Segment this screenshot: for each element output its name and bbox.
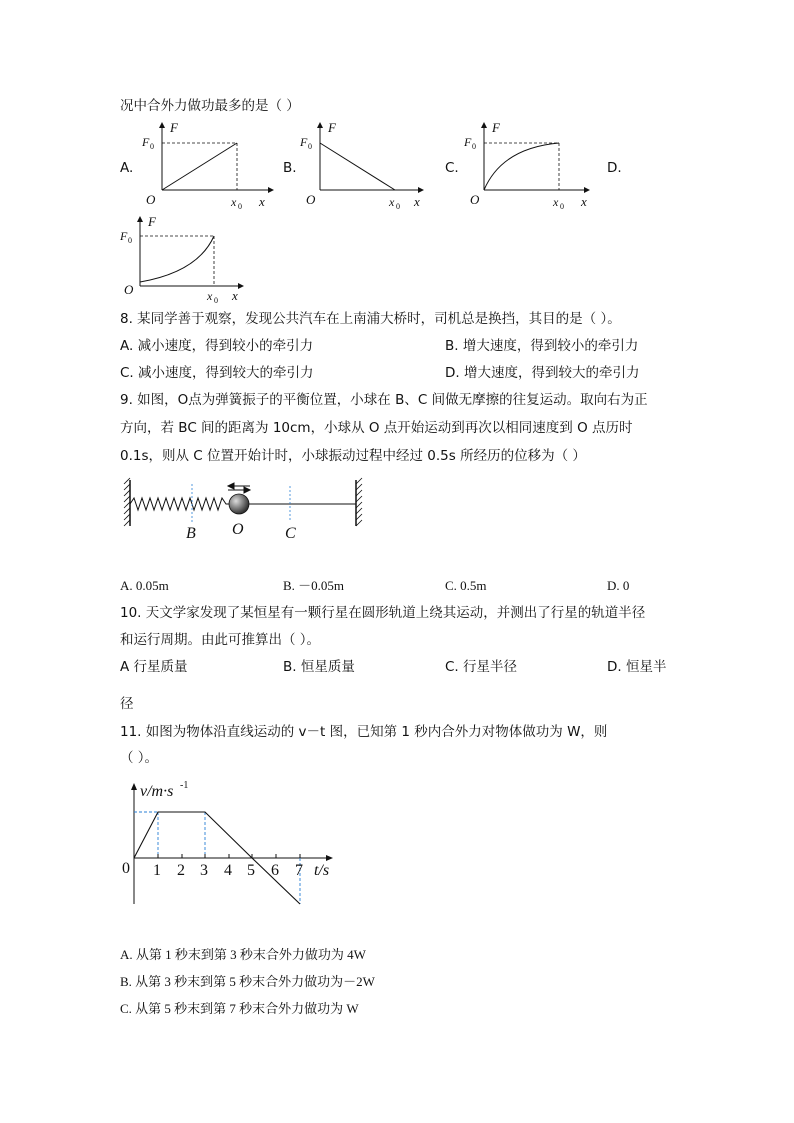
q7-graph-b	[298, 120, 433, 210]
svg-text:O: O	[306, 192, 316, 207]
tick-1: 1	[153, 862, 161, 879]
q11-option-b: B. 从第 3 秒末到第 5 秒末合外力做功为－2W	[120, 974, 375, 989]
svg-text:F: F	[464, 135, 472, 149]
q10-option-a: A 行星质量	[120, 659, 188, 675]
svg-text:x: x	[231, 195, 237, 209]
axis-f-label: F	[170, 120, 178, 135]
q9-option-b: B. －0.05m	[283, 578, 345, 593]
q7-graph-a	[140, 120, 275, 210]
curve-linear-up	[162, 143, 237, 190]
svg-text:F: F	[300, 135, 308, 149]
svg-text:F: F	[120, 229, 128, 243]
tick-4: 4	[224, 862, 232, 879]
q11-stem-line2: （ ）。	[120, 750, 159, 766]
svg-text:x: x	[581, 194, 587, 209]
tick-5: 5	[247, 862, 255, 879]
q9-stem-line1: 9. 如图，O点为弹簧振子的平衡位置，小球在 B、C 间做无摩擦的往复运动。取向右为正	[120, 392, 648, 408]
tick-6: 6	[271, 862, 279, 879]
q10-option-d-wrap: 径	[120, 696, 134, 712]
q7-option-b-label: B.	[283, 160, 297, 176]
q11-option-a: A. 从第 1 秒末到第 3 秒末合外力做功为 4W	[120, 947, 366, 962]
tick-3: 3	[200, 862, 208, 879]
spring	[130, 498, 230, 510]
motion-arrows	[228, 483, 250, 493]
q11-option-c: C. 从第 5 秒末到第 7 秒末合外力做功为 W	[120, 1001, 359, 1016]
svg-text:F: F	[492, 120, 500, 135]
q9-option-d: D. 0	[607, 578, 630, 593]
curve-concave-up	[140, 236, 214, 282]
q8-option-c: C. 减小速度，得到较大的牵引力	[120, 365, 314, 381]
q8-option-a: A. 减小速度，得到较小的牵引力	[120, 338, 314, 354]
q9-stem-line2: 方向，若 BC 间的距离为 10cm，小球从 O 点开始运动到再次以相同速度到 O 点历时	[120, 420, 633, 436]
svg-text:F: F	[148, 214, 156, 229]
label-b: B	[186, 525, 196, 542]
origin-label: O	[146, 192, 156, 207]
q11-stem-line1: 11. 如图为物体沿直线运动的 v－t 图，已知第 1 秒内合外力对物体做功为 W，则	[120, 724, 608, 740]
q7-option-d-label: D.	[607, 160, 622, 176]
q10-option-b: B. 恒星质量	[283, 659, 355, 675]
svg-text:0: 0	[396, 202, 400, 211]
q9-option-a: A. 0.05m	[120, 578, 169, 593]
q10-stem-line1: 10. 天文学家发现了某恒星有一颗行星在圆形轨道上绕其运动，并测出了行星的轨道半径	[120, 605, 646, 621]
q9-stem-line3: 0.1s，则从 C 位置开始计时，小球振动过程中经过 0.5s 所经历的位移为（ ）	[120, 448, 586, 464]
svg-text:0: 0	[308, 142, 312, 151]
q8-stem: 8. 某同学善于观察，发现公共汽车在上南浦大桥时，司机总是换挡，其目的是（ ）。	[120, 311, 621, 327]
q7-option-a-label: A.	[120, 160, 134, 176]
origin-label: 0	[122, 860, 130, 877]
label-o: O	[232, 521, 244, 538]
curve-linear-down	[320, 143, 395, 190]
curve-concave-down	[484, 143, 559, 190]
q7-graph-d	[118, 212, 253, 305]
svg-text:0: 0	[560, 202, 564, 211]
svg-text:x: x	[414, 194, 420, 209]
svg-text:O: O	[124, 282, 134, 297]
axis-x-label: x	[259, 194, 265, 209]
q10-option-c: C. 行星半径	[445, 659, 518, 675]
q11-vt-graph	[118, 778, 343, 913]
svg-text:F: F	[142, 135, 150, 149]
svg-text:F: F	[328, 120, 336, 135]
svg-text:0: 0	[214, 296, 218, 305]
svg-text:O: O	[470, 192, 480, 207]
y-axis-label: v/m·s	[140, 783, 174, 800]
svg-text:x: x	[207, 289, 213, 303]
svg-text:x: x	[232, 288, 238, 303]
x-axis-label: t/s	[314, 862, 330, 879]
svg-text:0: 0	[472, 142, 476, 151]
svg-text:0: 0	[150, 142, 154, 151]
q7-graph-c	[462, 120, 597, 210]
q10-option-d: D. 恒星半	[607, 659, 667, 675]
q8-option-b: B. 增大速度，得到较小的牵引力	[445, 338, 639, 354]
q7-option-c-label: C.	[445, 160, 459, 176]
q7-stem: 况中合外力做功最多的是（ ）	[120, 98, 300, 114]
label-c: C	[285, 525, 296, 542]
svg-text:0: 0	[128, 236, 132, 245]
svg-text:x: x	[553, 195, 559, 209]
tick-2: 2	[177, 862, 185, 879]
q9-option-c: C. 0.5m	[445, 578, 487, 593]
ball	[229, 494, 249, 514]
tick-7: 7	[295, 862, 303, 879]
svg-text:-1: -1	[180, 780, 189, 791]
q9-spring-figure	[124, 474, 369, 549]
q10-stem-line2: 和运行周期。由此可推算出（ ）。	[120, 632, 321, 648]
svg-text:x: x	[389, 195, 395, 209]
svg-text:0: 0	[238, 202, 242, 211]
q8-option-d: D. 增大速度，得到较大的牵引力	[445, 365, 640, 381]
